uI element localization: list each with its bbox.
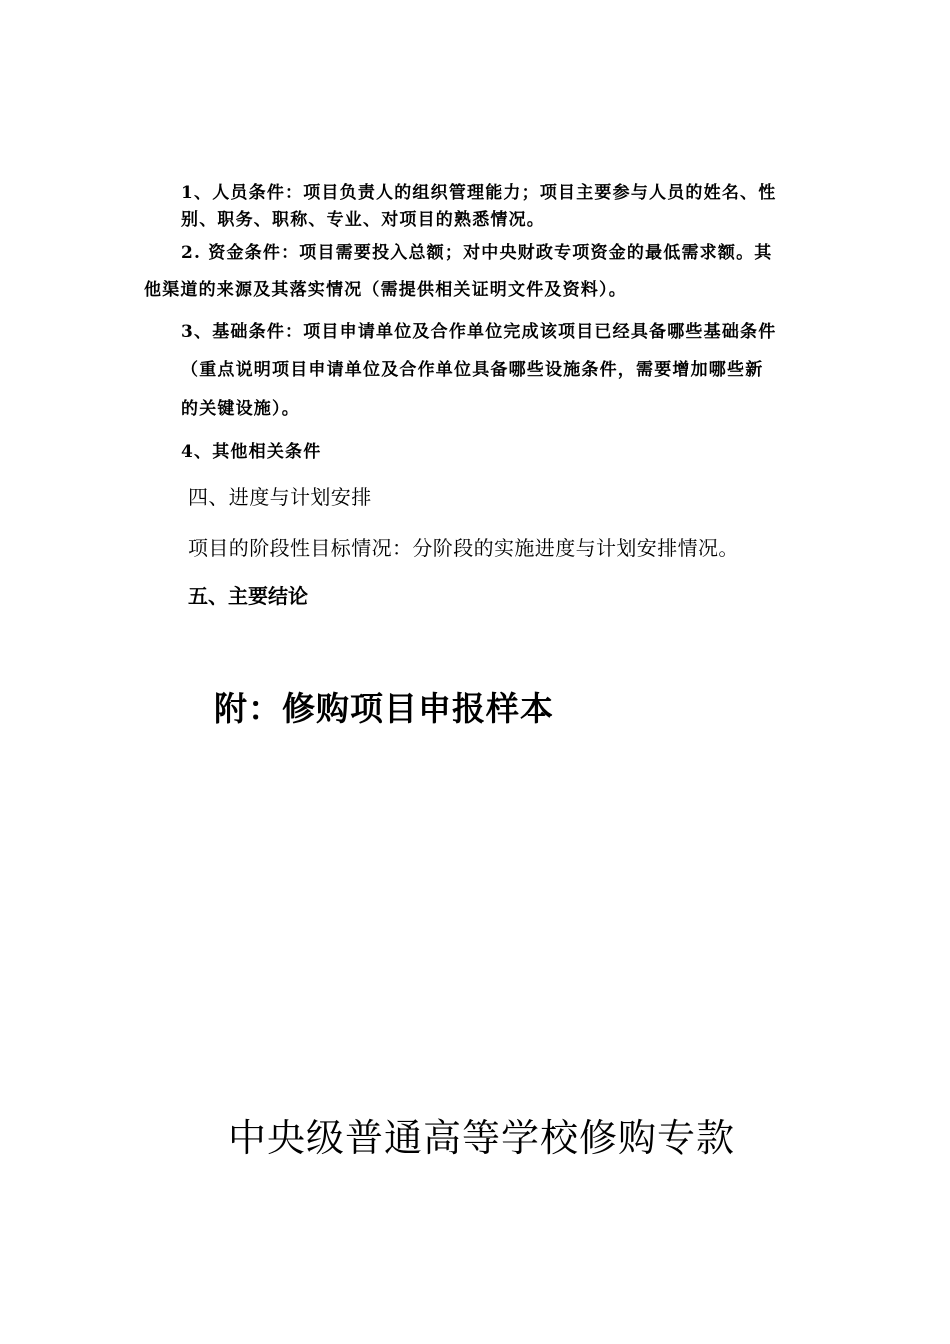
basic-condition-line-3: 的关键设施）。 [181,399,300,419]
personnel-condition-line-2: 别、职务、职称、专业、对项目的熟悉情况。 [181,210,545,230]
appendix-subtitle: 中央级普通高等学校修购专款 [228,1116,736,1160]
personnel-condition-line-1: 1、人员条件：项目负责人的组织管理能力；项目主要参与人员的姓名、性 [181,183,777,203]
section-4-heading: 四、进度与计划安排 [188,485,372,509]
appendix-title: 附：修购项目申报样本 [214,689,554,728]
funding-condition-line-1: 2. 资金条件：项目需要投入总额；对中央财政专项资金的最低需求额。其 [181,243,773,263]
other-condition: 4、其他相关条件 [181,442,322,462]
funding-condition-line-2: 他渠道的来源及其落实情况（需提供相关证明文件及资料）。 [144,280,627,300]
basic-condition-line-1: 3、基础条件：项目申请单位及合作单位完成该项目已经具备哪些基础条件 [181,322,777,342]
section-4-body: 项目的阶段性目标情况：分阶段的实施进度与计划安排情况。 [188,536,739,560]
basic-condition-line-2: （重点说明项目申请单位及合作单位具备哪些设施条件，需要增加哪些新 [181,360,764,380]
section-5-heading: 五、主要结论 [188,584,308,608]
